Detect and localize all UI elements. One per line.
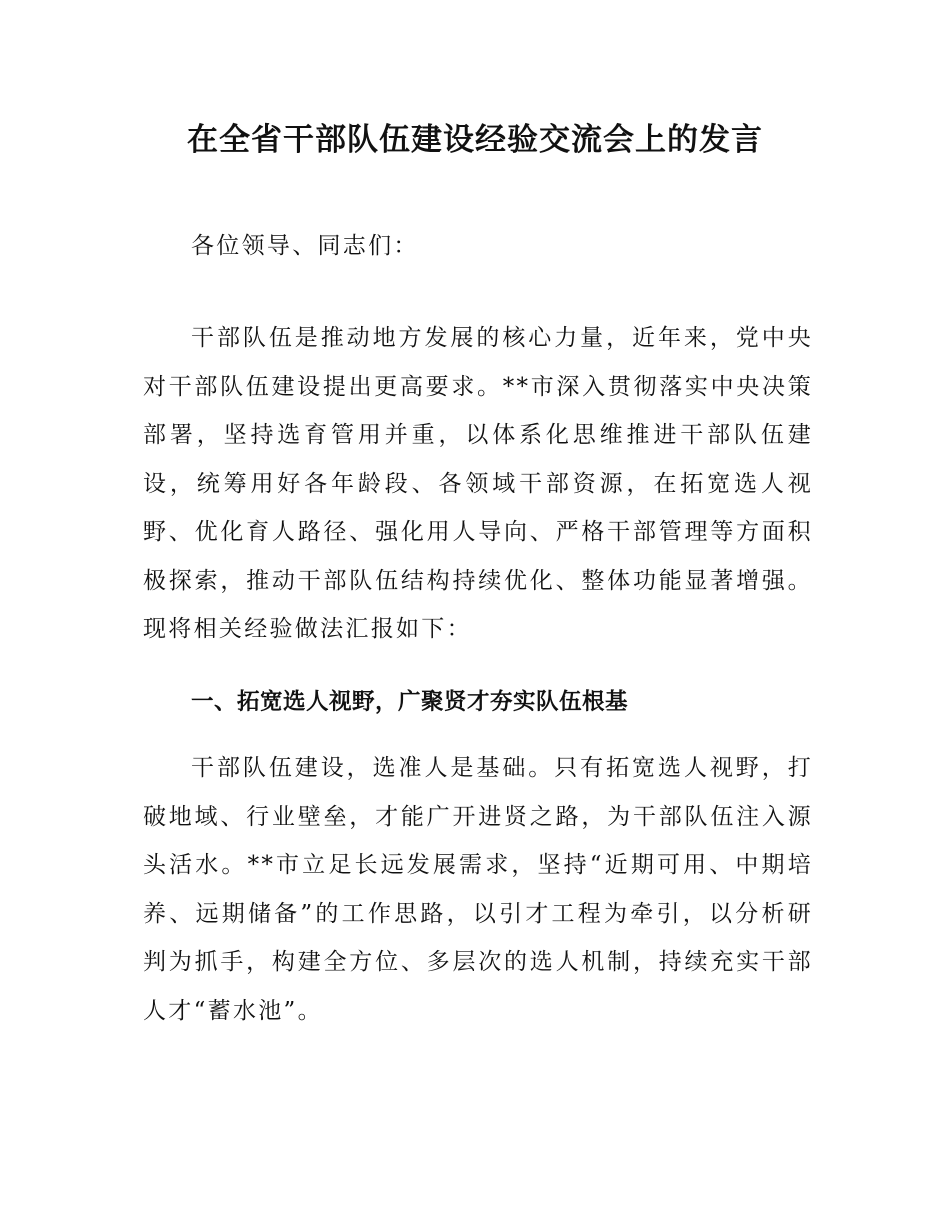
- intro-paragraph: 干部队伍是推动地方发展的核心力量，近年来，党中央对干部队伍建设提出更高要求。**市深入贯彻落实中央决策部署，坚持选育管用并重，以体系化思维推进干部队伍建设，统筹用好各年龄段、各领域干部资源，在拓宽选人视野、优化育人路径、强化用人导向、严格干部管理等方面积极探索，推动干部队伍结构持续优化、整体功能显著增强。现将相关经验做法汇报如下：: [143, 325, 813, 642]
- salutation: 各位领导、同志们：: [191, 233, 419, 259]
- section-1-paragraph: 干部队伍建设，选准人是基础。只有拓宽选人视野，打破地域、行业壁垒，才能广开进贤之路，为干部队伍注入源头活水。**市立足长远发展需求，坚持“近期可用、中期培养、远期储备”的工作思路，以引才工程为牵引，以分析研判为抓手，构建全方位、多层次的选人机制，持续充实干部人才“蓄水池”。: [143, 755, 813, 1024]
- section-1-heading: 一、拓宽选人视野，广聚贤才夯实队伍根基: [191, 689, 629, 715]
- document-title: 在全省干部队伍建设经验交流会上的发言: [187, 122, 763, 158]
